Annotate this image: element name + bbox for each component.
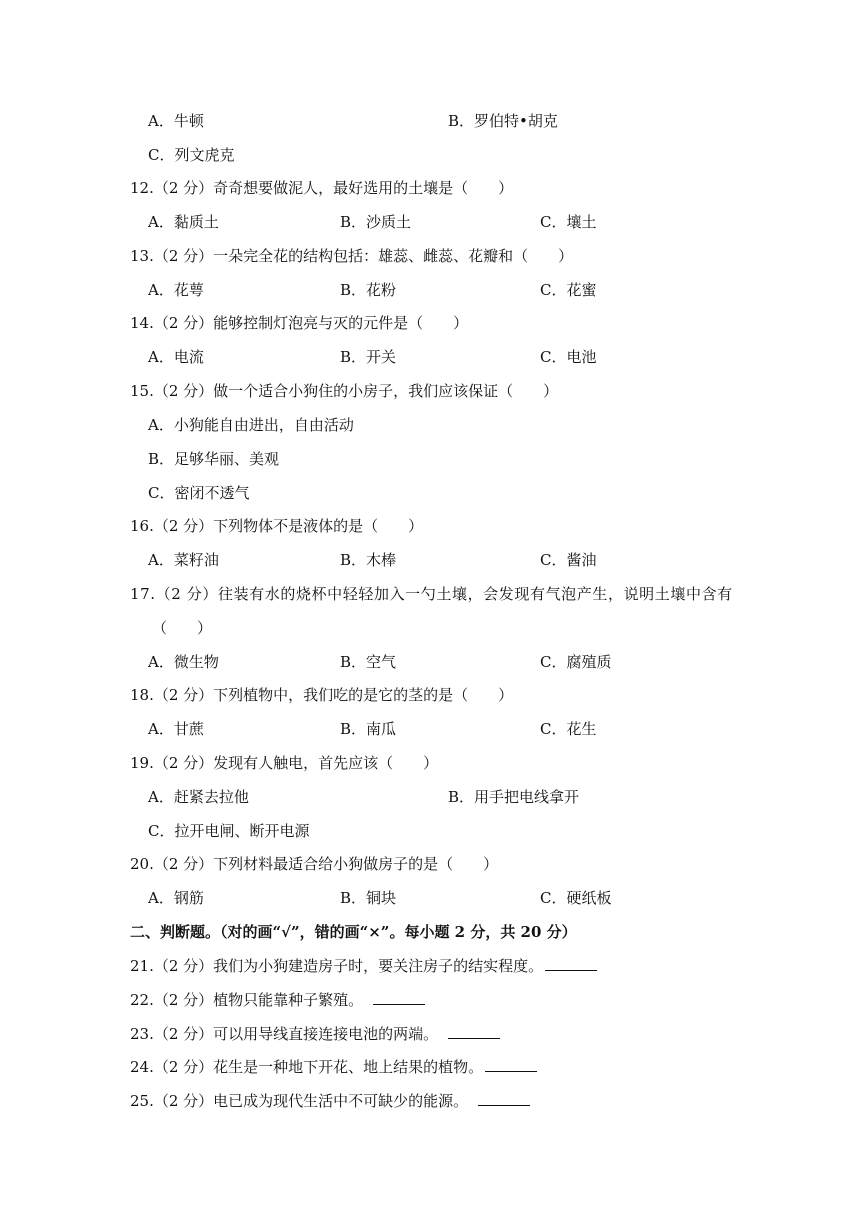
answer-blank[interactable] — [478, 1091, 530, 1106]
judgement-text: 24.（2 分）花生是一种地下开花、地上结果的植物。 — [130, 1058, 484, 1076]
q11-option-a: A．牛顿 — [148, 112, 204, 130]
option-a: A．甘蔗 — [148, 720, 204, 738]
option-a: A．微生物 — [148, 653, 219, 671]
judgement-item — [130, 1057, 537, 1077]
option-a: A．花萼 — [148, 281, 204, 299]
question-stem: 15.（2 分）做一个适合小狗住的小房子，我们应该保证（ ） — [130, 382, 559, 400]
judgement-item — [130, 1091, 530, 1111]
q11-option-b: B．罗伯特•胡克 — [448, 112, 558, 130]
option-a: A．电流 — [148, 348, 204, 366]
option-a: A．黏质土 — [148, 213, 219, 231]
option-c: C．花蜜 — [540, 281, 597, 299]
option-c: C．密闭不透气 — [148, 484, 250, 502]
question-stem: 17.（2 分）往装有水的烧杯中轻轻加入一勺土壤，会发现有气泡产生，说明土壤中含有 — [130, 585, 733, 603]
option-c: C．电池 — [540, 348, 597, 366]
question-stem: 18.（2 分）下列植物中，我们吃的是它的茎的是（ ） — [130, 686, 514, 704]
option-b: B．用手把电线拿开 — [448, 788, 580, 806]
option-b: B．足够华丽、美观 — [148, 450, 280, 468]
option-b: B．沙质土 — [340, 213, 412, 231]
option-b: B．开关 — [340, 348, 397, 366]
option-b: B．空气 — [340, 653, 397, 671]
option-b: B．花粉 — [340, 281, 397, 299]
option-a: A．小狗能自由进出，自由活动 — [148, 416, 354, 434]
option-c: C．腐殖质 — [540, 653, 612, 671]
judgement-text: 22.（2 分）植物只能靠种子繁殖。 — [130, 991, 364, 1009]
question-stem: 20.（2 分）下列材料最适合给小狗做房子的是（ ） — [130, 855, 499, 873]
answer-blank[interactable] — [485, 1057, 537, 1072]
answer-blank[interactable] — [373, 990, 425, 1005]
option-a: A．菜籽油 — [148, 551, 219, 569]
section-heading: 二、判断题。（对的画“√”，错的画“×”。每小题 2 分，共 20 分） — [130, 923, 577, 941]
option-a: A．钢筋 — [148, 889, 204, 907]
question-stem: 13.（2 分）一朵完全花的结构包括：雄蕊、雌蕊、花瓣和（ ） — [130, 247, 574, 265]
judgement-text: 21.（2 分）我们为小狗建造房子时，要关注房子的结实程度。 — [130, 957, 544, 975]
option-c: C．花生 — [540, 720, 597, 738]
option-c: C．硬纸板 — [540, 889, 612, 907]
question-stem: 12.（2 分）奇奇想要做泥人，最好选用的土壤是（ ） — [130, 179, 514, 197]
judgement-text: 23.（2 分）可以用导线直接连接电池的两端。 — [130, 1025, 439, 1043]
judgement-item — [130, 956, 597, 976]
question-stem: 19.（2 分）发现有人触电，首先应该（ ） — [130, 754, 439, 772]
q11-option-c: C．列文虎克 — [148, 146, 235, 164]
option-b: B．铜块 — [340, 889, 397, 907]
answer-blank[interactable] — [545, 956, 597, 971]
judgement-text: 25.（2 分）电已成为现代生活中不可缺少的能源。 — [130, 1092, 469, 1110]
option-a: A．赶紧去拉他 — [148, 788, 249, 806]
option-b: B．南瓜 — [340, 720, 397, 738]
option-c: C．酱油 — [540, 551, 597, 569]
judgement-item — [130, 1024, 500, 1044]
option-c: C．壤土 — [540, 213, 597, 231]
option-b: B．木棒 — [340, 551, 397, 569]
option-c: C．拉开电闸、断开电源 — [148, 822, 310, 840]
answer-blank[interactable] — [448, 1024, 500, 1039]
judgement-item — [130, 990, 425, 1010]
question-stem: 16.（2 分）下列物体不是液体的是（ ） — [130, 517, 424, 535]
question-stem-continuation: （ ） — [152, 619, 213, 637]
question-stem: 14.（2 分）能够控制灯泡亮与灭的元件是（ ） — [130, 314, 469, 332]
